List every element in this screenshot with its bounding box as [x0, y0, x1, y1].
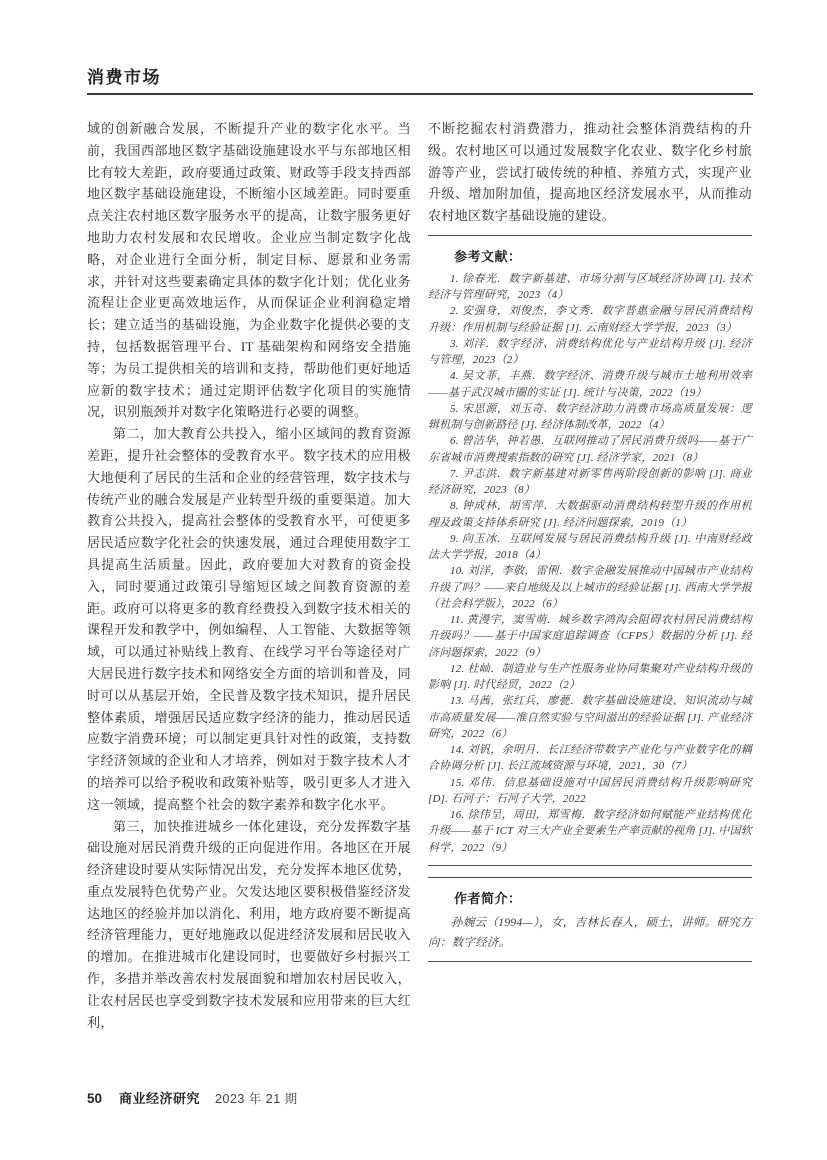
reference-item: 9. 向玉冰．互联网发展与居民消费结构升级 [J]. 中南财经政法大学学报，2018（4） [428, 532, 752, 562]
page-footer [87, 1088, 298, 1107]
journal-name: 商业经济研究 [119, 1091, 201, 1106]
right-column-text [428, 118, 752, 227]
page-header [87, 63, 753, 95]
reference-item: 14. 刘钒，余明月．长江经济带数字产业化与产业数字化的耦合协调分析 [J]. 长江流域资源与环境，2021，30（7） [428, 744, 752, 773]
reference-item: 13. 马茜，张红兵，廖甍．数字基础设施建设、知识流动与城市高质量发展——准自然实验与空间溢出的经验证据 [J]. 产业经济研究，2022（6） [428, 695, 752, 740]
author-box-bottom-rule [428, 961, 752, 962]
reference-item: 3. 刘洋．数字经济、消费结构优化与产业结构升级 [J]. 经济与管理，2023（2） [428, 337, 752, 367]
left-column [87, 118, 411, 1033]
two-column-body [87, 118, 753, 1033]
reference-item: 15. 邓伟．信息基础设施对中国居民消费结构升级影响研究 [D]. 石河子：石河子大学，2022 [428, 776, 752, 805]
body-paragraph: 第二，加大教育公共投入，缩小区域间的教育资源差距，提升社会整体的受教育水平。数字技术的应用极大地便利了居民的生活和企业的经营管理，数字技术与传统产业的融合发展是产业转型升级的重要渠道。加大教育公共投入，提高社会整体的受教育水平，可使更多居民适应数字化社会的快速发展，通过合理使用数字工具提高生活质量。因此，政府要加大对教育的资金投入，同时要通过政策引导缩短区域之间教育资源的差距。政府可以将更多的教育经费投入到数字技术相关的课程开发和教学中，例如编程、人工智能、大数据等领域，可以通过补贴线上教育、在线学习平台等途径对广大居民进行数字技术和网络安全方面的培训和普及，同时可以从基层开始，全民普及数字技术知识，提升居民整体素质，增强居民适应数字经济的能力，推动居民适应数字消费环境；可以制定更具针对性的政策，支持数字经济领域的企业和人才培养，例如对于数字技术人才的培养可以给予税收和政策补贴等，吸引更多人才进入这一领域，提高整个社会的数字素养和数字化水平。 [87, 426, 411, 812]
header-rule [87, 93, 753, 95]
reference-item: 6. 曾洁华，钟若愚．互联网推动了居民消费升级吗——基于广东省城市消费搜索指数的研究 [J]. 经济学家，2021（8） [428, 435, 752, 464]
reference-item: 8. 钟成林，胡雪萍．大数据驱动消费结构转型升级的作用机理及政策支持体系研究 [J]. 经济问题探索，2019（1） [428, 500, 752, 529]
reference-item: 2. 安强身，刘俊杰，李文秀．数字普惠金融与居民消费结构升级：作用机制与经验证据 [J]. 云南财经大学学报，2023（3） [428, 305, 752, 334]
author-bio-heading: 作者简介： [454, 890, 522, 906]
author-box-outer-rule [428, 865, 752, 866]
reference-item: 7. 尹志洪．数字新基建对新零售两阶段创新的影响 [J]. 商业经济研究，2023（8） [428, 467, 752, 497]
right-column [428, 118, 752, 1033]
reference-item: 4. 吴文菲，丰燕．数字经济、消费升级与城市土地利用效率——基于武汉城市圈的实证 [J]. 统计与决策，2022（19） [428, 370, 752, 399]
reference-item: 1. 徐春光．数字新基建、市场分割与区域经济协调 [J]. 技术经济与管理研究，2023（4） [428, 272, 752, 302]
page-number: 50 [87, 1091, 103, 1106]
references-heading: 参考文献： [454, 248, 522, 264]
body-paragraph: 域的创新融合发展，不断提升产业的数字化水平。当前，我国西部地区数字基础设施建设水平与东部地区相比有较大差距，政府要通过政策、财政等手段支持西部地区数字基础设施建设，不断缩小区域差距。同时要重点关注农村地区数字服务水平的提高，让数字服务更好地助力农村发展和农民增收。企业应当制定数字化战略，对企业进行全面分析，制定目标、愿景和业务需求，并针对这些要素确定具体的数字化计划；优化业务流程让企业更高效地运作，从而保证企业利润稳定增长；建立适当的基础设施，为企业数字化提供必要的支持，包括数据管理平台、IT 基础架构和网络安全措施等；为员工提供相关的培训和支持，帮助他们更好地适应新的数字技术；通过定期评估数字化项目的实施情况，识别瓶颈并对数字化策略进行必要的调整。 [87, 121, 411, 420]
body-paragraph: 不断挖掘农村消费潜力，推动社会整体消费结构的升级。农村地区可以通过发展数字化农业、数字化乡村旅游等产业，尝试打破传统的种植、养殖方式，实现产业升级、增加附加值，提高地区经济发展水平，从而推动农村地区数字基础设施的建设。 [428, 121, 752, 224]
reference-item: 11. 黄漫宇，窦雪萌．城乡数字鸿沟会阻碍农村居民消费结构升级吗？——基于中国家庭追踪调查（CFPS）数据的分析 [J]. 经济问题探索，2022（9） [428, 614, 752, 659]
author-box-top-rule [428, 877, 752, 878]
author-bio-text: 孙婉云（1994—），女，吉林长春人，硕士，讲师。研究方向：数字经济。 [428, 916, 752, 949]
reference-item: 5. 宋思源，刘玉奇．数字经济助力消费市场高质量发展：逻辑机制与创新路径 [J]. 经济体制改革，2022（4） [428, 402, 752, 432]
reference-item: 12. 杜屾．制造业与生产性服务业协同集聚对产业结构升级的影响 [J]. 时代经贸，2022（2） [428, 662, 752, 692]
references-list [428, 271, 752, 856]
references-top-rule [428, 235, 752, 236]
section-title: 消费市场 [87, 68, 161, 87]
reference-item: 16. 徐伟呈，周田，郑雪梅．数字经济如何赋能产业结构优化升级——基于 ICT 对三大产业全要素生产率贡献的视角 [J]. 中国软科学，2022（9） [428, 809, 752, 854]
issue-label: 2023 年 21 期 [215, 1092, 298, 1106]
body-paragraph: 第三，加快推进城乡一体化建设，充分发挥数字基础设施对居民消费升级的正向促进作用。各地区在开展经济建设时要从实际情况出发，充分发挥本地区优势，重点发展特色优势产业。欠发达地区要积极借鉴经济发达地区的经验并加以消化、利用，地方政府要不断提高经济管理能力，更好地施政以促进经济发展和居民收入的增加。在推进城市化建设同时，也要做好乡村振兴工作，多措并举改善农村发展面貌和增加农村居民收入，让农村居民也享受到数字技术发展和应用带来的巨大红利， [87, 818, 411, 1030]
reference-item: 10. 刘洋，李敬，雷俐．数字金融发展推动中国城市产业结构升级了吗？——来自地级及以上城市的经验证据 [J]. 西南大学学报（社会科学版），2022（6） [428, 565, 752, 610]
